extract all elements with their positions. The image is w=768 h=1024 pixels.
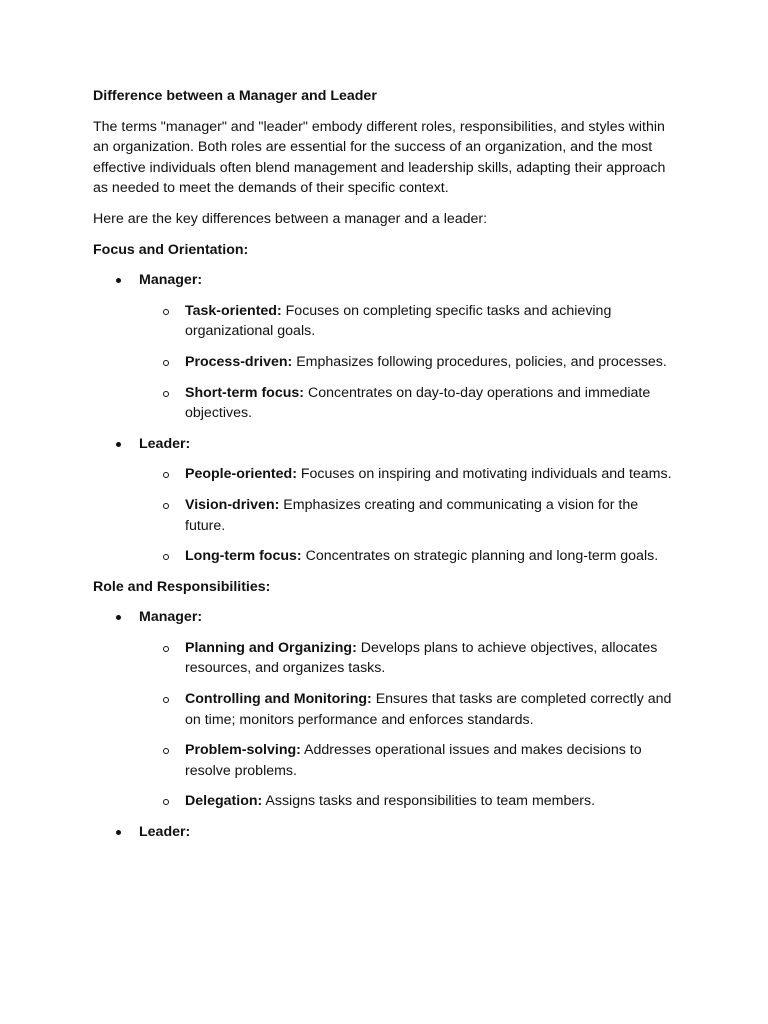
hollow-circle-icon — [163, 554, 169, 560]
group-leader — [93, 822, 673, 843]
bullet-dot-icon — [116, 442, 121, 447]
hollow-circle-icon — [163, 472, 169, 478]
hollow-circle-icon — [163, 391, 169, 397]
group-manager — [93, 607, 673, 812]
list-item — [139, 301, 673, 342]
list-item — [139, 740, 673, 781]
item-text: Focuses on inspiring and motivating individuals and teams. — [296, 466, 672, 483]
group-label: Leader: — [139, 824, 191, 841]
section-list-focus — [93, 270, 673, 567]
list-item — [139, 638, 673, 679]
list-item — [139, 383, 673, 424]
hollow-circle-icon — [163, 360, 169, 366]
bullet-dot-icon — [116, 830, 121, 835]
hollow-circle-icon — [163, 697, 169, 703]
list-item — [139, 546, 673, 567]
list-item — [139, 352, 673, 373]
item-text: Ensures that tasks are completed correctly and on time; monitors performance and enforces standards. — [185, 691, 672, 728]
hollow-circle-icon — [163, 646, 169, 652]
item-list — [139, 464, 673, 566]
group-leader — [93, 434, 673, 567]
section-heading-focus: Focus and Orientation: — [93, 241, 249, 258]
item-text: Addresses operational issues and makes decisions to resolve problems. — [185, 742, 642, 779]
group-label-row — [139, 270, 673, 291]
group-label-row — [139, 822, 673, 843]
document-page — [93, 86, 673, 853]
hollow-circle-icon — [163, 748, 169, 754]
item-text: Concentrates on strategic planning and long-term goals. — [301, 548, 659, 565]
item-term: Long-term focus: — [185, 548, 302, 565]
item-term: Process-driven: — [185, 353, 293, 370]
item-text: Emphasizes following procedures, policies, and processes. — [292, 353, 667, 370]
list-item — [139, 689, 673, 730]
item-term: Problem-solving: — [185, 742, 301, 759]
hollow-circle-icon — [163, 503, 169, 509]
item-list — [139, 638, 673, 812]
section-list-roles — [93, 607, 673, 842]
group-label-row — [139, 607, 673, 628]
item-term: Short-term focus: — [185, 384, 305, 401]
lead-in-paragraph: Here are the key differences between a manager and a leader: — [93, 210, 488, 227]
group-manager — [93, 270, 673, 424]
document-title: Difference between a Manager and Leader — [93, 88, 377, 104]
item-text: Assigns tasks and responsibilities to team members. — [262, 793, 596, 810]
bullet-dot-icon — [116, 615, 121, 620]
intro-paragraph: The terms "manager" and "leader" embody different roles, responsibilities, and styles within an organization. Both roles are essential for the success of an organization, and the most effective individuals often blend management and leadership skills, adapting their approach as needed to meet the demands of their specific context. — [93, 118, 666, 197]
item-term: Task-oriented: — [185, 302, 282, 319]
section-heading-roles: Role and Responsibilities: — [93, 578, 271, 595]
group-label: Manager: — [139, 272, 203, 289]
list-item — [139, 495, 673, 536]
list-item — [139, 791, 673, 812]
group-label-row — [139, 434, 673, 455]
item-term: Controlling and Monitoring: — [185, 691, 372, 708]
hollow-circle-icon — [163, 799, 169, 805]
item-term: Planning and Organizing: — [185, 639, 357, 656]
group-label: Leader: — [139, 435, 191, 452]
group-label: Manager: — [139, 609, 203, 626]
item-list — [139, 301, 673, 424]
item-term: Delegation: — [185, 793, 263, 810]
item-text: Concentrates on day-to-day operations and immediate objectives. — [185, 384, 651, 422]
item-text: Develops plans to achieve objectives, allocates resources, and organizes tasks. — [185, 639, 658, 677]
item-text: Focuses on completing specific tasks and achieving organizational goals. — [185, 302, 612, 340]
list-item — [139, 464, 673, 485]
bullet-dot-icon — [116, 278, 121, 283]
item-text: Emphasizes creating and communicating a vision for the future. — [185, 496, 639, 534]
hollow-circle-icon — [163, 309, 169, 315]
item-term: Vision-driven: — [185, 496, 280, 513]
item-term: People-oriented: — [185, 466, 297, 483]
